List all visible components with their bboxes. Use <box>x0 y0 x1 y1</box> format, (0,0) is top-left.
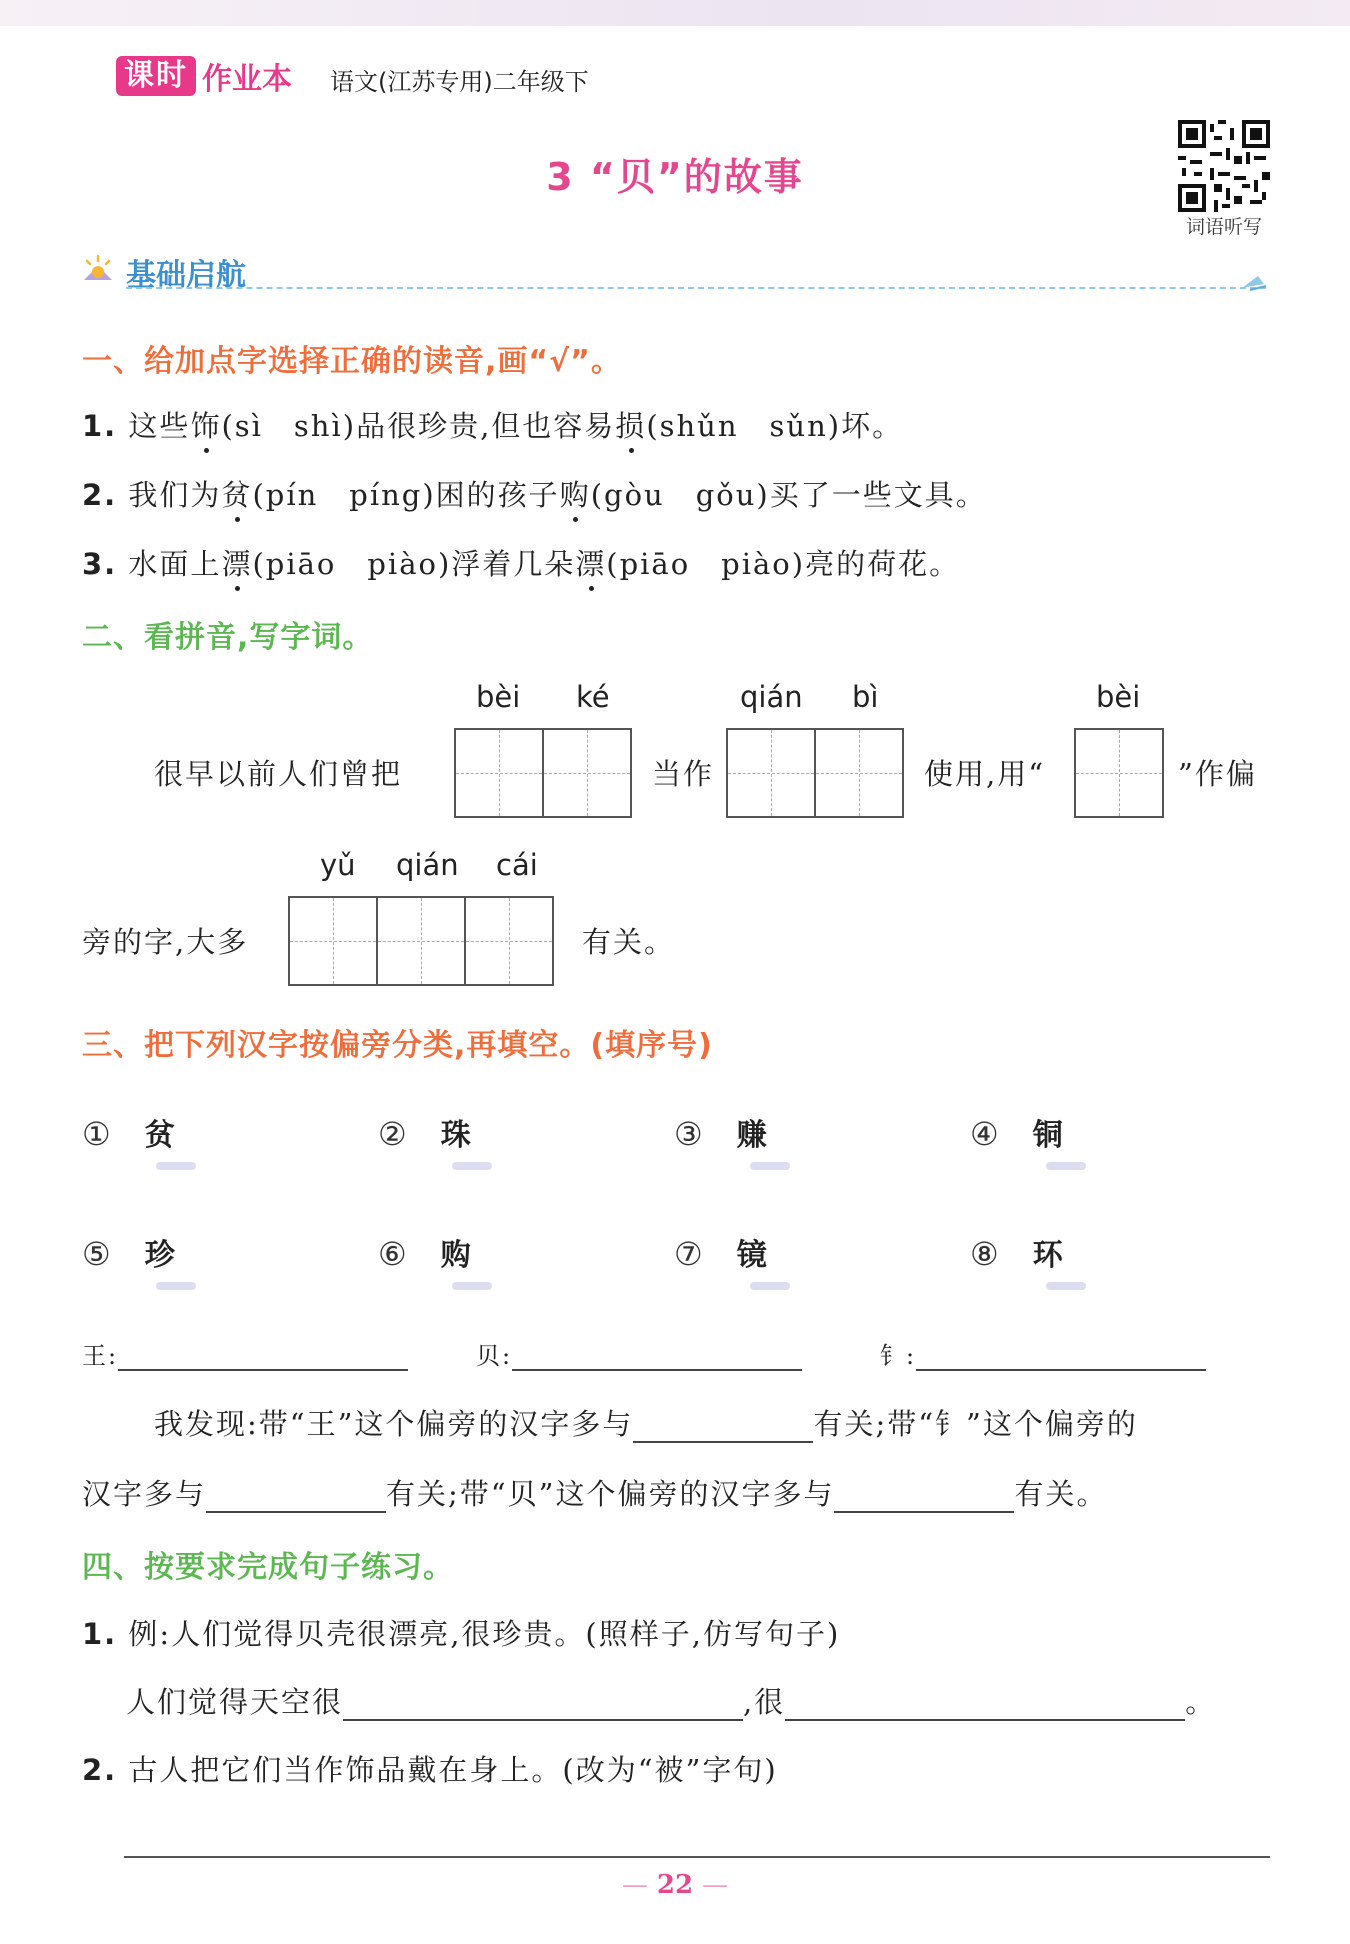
page-number: — 22 — <box>621 1870 729 1900</box>
q1-text: 水面上 <box>128 547 222 581</box>
fill-text: ,很 <box>743 1685 786 1719</box>
q1-text: (piāo piào)浮着几朵 <box>252 547 576 581</box>
writing-box[interactable] <box>288 896 378 986</box>
writing-grid-beike[interactable] <box>456 728 632 818</box>
item-mark: ③ <box>674 1115 703 1153</box>
char-item <box>674 1230 767 1274</box>
qr-code-icon[interactable] <box>1178 120 1270 212</box>
pinyin-label: qián <box>396 848 459 882</box>
char-item <box>82 1110 175 1154</box>
item-mark: ⑦ <box>674 1235 703 1273</box>
q1-item-number: 2. <box>82 478 118 512</box>
pinyin-label: qián <box>740 680 803 714</box>
answer-blank[interactable] <box>633 1441 813 1443</box>
ink-mark <box>1046 1162 1086 1170</box>
answer-blank[interactable] <box>118 1369 408 1371</box>
subject-label: 语文(江苏专用)二年级下 <box>330 68 589 96</box>
item-char: 珍 <box>144 1238 175 1273</box>
q1-item-2 <box>82 473 987 514</box>
q1-item-number: 3. <box>82 547 118 581</box>
q4-item-1 <box>82 1612 840 1653</box>
q1-text: 这些 <box>128 409 191 443</box>
q1-text: (gòu gǒu)买了一些文具。 <box>590 478 987 512</box>
item-mark: ② <box>378 1115 407 1153</box>
q3-heading: 三、把下列汉字按偏旁分类,再填空。(填序号) <box>82 1028 713 1063</box>
q1-item-number: 1. <box>82 409 118 443</box>
discover-text: 有关;带“钅”这个偏旁的 <box>813 1407 1138 1441</box>
discover-text: 有关;带“贝”这个偏旁的汉字多与 <box>386 1477 835 1511</box>
q2-text: 旁的字,大多 <box>82 925 249 959</box>
ink-mark <box>750 1282 790 1290</box>
ink-mark <box>156 1162 196 1170</box>
dotted-char: 漂 <box>575 547 607 581</box>
pinyin-label: yǔ <box>320 848 356 882</box>
q1-item-3 <box>82 542 960 583</box>
q4-item-number: 2. <box>82 1753 118 1787</box>
q4-item-2 <box>82 1748 778 1789</box>
page-number-value: 22 <box>656 1870 694 1900</box>
q4-item-1-fill <box>126 1680 1216 1721</box>
q1-text: (pín píng)困的孩子 <box>252 478 560 512</box>
q1-item-1 <box>82 404 903 445</box>
q4-item-text: 古人把它们当作饰品戴在身上。(改为“被”字句) <box>128 1753 778 1787</box>
header-strip <box>0 0 1350 26</box>
brand-text: 作业本 <box>202 62 292 97</box>
writing-box[interactable] <box>542 728 632 818</box>
writing-box[interactable] <box>464 896 554 986</box>
category-bei <box>476 1336 802 1371</box>
char-item <box>970 1110 1063 1154</box>
dotted-char: 饰 <box>190 409 222 443</box>
pinyin-label: ké <box>576 680 610 714</box>
lesson-title: 3 “贝”的故事 <box>546 155 804 199</box>
item-mark: ⑤ <box>82 1235 111 1273</box>
item-mark: ⑧ <box>970 1235 999 1273</box>
q2-text: 使用,用“ <box>924 757 1046 791</box>
dotted-char: 损 <box>615 409 647 443</box>
qr-caption: 词语听写 <box>1185 216 1262 238</box>
ink-mark <box>1046 1282 1086 1290</box>
fill-text: 人们觉得天空很 <box>126 1685 344 1719</box>
item-char: 赚 <box>736 1118 767 1153</box>
pinyin-label: bì <box>852 680 879 714</box>
q2-text: 很早以前人们曾把 <box>154 757 403 791</box>
q4-item-number: 1. <box>82 1617 118 1651</box>
writing-grid-bei[interactable] <box>1076 728 1164 818</box>
sunrise-icon <box>80 254 116 286</box>
discover-text: 汉字多与 <box>82 1477 207 1511</box>
item-mark: ④ <box>970 1115 999 1153</box>
writing-box[interactable] <box>814 728 904 818</box>
writing-box[interactable] <box>1074 728 1164 818</box>
q4-item-text: 例:人们觉得贝壳很漂亮,很珍贵。(照样子,仿写句子) <box>128 1617 841 1651</box>
ink-mark <box>750 1162 790 1170</box>
answer-line[interactable] <box>124 1856 1270 1858</box>
writing-box[interactable] <box>726 728 816 818</box>
arrow-decoration-icon <box>1240 270 1270 292</box>
answer-blank[interactable] <box>512 1369 802 1371</box>
q4-heading: 四、按要求完成句子练习。 <box>82 1550 454 1585</box>
item-char: 镜 <box>736 1238 767 1273</box>
category-label: 贝: <box>476 1342 513 1370</box>
category-label: 王: <box>82 1342 119 1370</box>
item-char: 环 <box>1032 1238 1063 1273</box>
category-wang <box>82 1336 408 1371</box>
discover-text: 有关。 <box>1014 1477 1108 1511</box>
q2-text: 当作 <box>652 757 715 791</box>
item-char: 铜 <box>1032 1118 1063 1153</box>
dotted-char: 购 <box>559 478 591 512</box>
writing-box[interactable] <box>454 728 544 818</box>
category-jin <box>880 1336 1206 1371</box>
writing-box[interactable] <box>376 896 466 986</box>
writing-grid-qianbi[interactable] <box>728 728 904 818</box>
ink-mark <box>156 1282 196 1290</box>
char-item <box>378 1110 471 1154</box>
q2-text: 有关。 <box>582 925 676 959</box>
writing-grid-yuqiancai[interactable] <box>290 896 554 986</box>
char-item <box>378 1230 471 1274</box>
dotted-char: 贫 <box>221 478 253 512</box>
item-mark: ⑥ <box>378 1235 407 1273</box>
item-char: 珠 <box>440 1118 471 1153</box>
answer-blank[interactable] <box>785 1719 1185 1721</box>
item-mark: ① <box>82 1115 111 1153</box>
pinyin-label: cái <box>496 848 538 882</box>
discover-text: 我发现:带“王”这个偏旁的汉字多与 <box>154 1407 634 1441</box>
answer-blank[interactable] <box>206 1511 386 1513</box>
q1-text: 我们为 <box>128 478 222 512</box>
q1-text: (piāo piào)亮的荷花。 <box>606 547 961 581</box>
dotted-char: 漂 <box>221 547 253 581</box>
char-item <box>970 1230 1063 1274</box>
brand-badge: 课时 <box>116 56 196 96</box>
q1-text: (shǔn sǔn)坏。 <box>646 409 904 443</box>
item-char: 购 <box>440 1238 471 1273</box>
brand-logo <box>116 56 292 96</box>
fill-text: 。 <box>1185 1685 1217 1719</box>
item-char: 贫 <box>144 1118 175 1153</box>
ink-mark <box>452 1162 492 1170</box>
category-label: 钅: <box>880 1342 917 1370</box>
section-title: 基础启航 <box>126 258 246 293</box>
q2-heading: 二、看拼音,写字词。 <box>82 620 374 655</box>
q2-text: ”作偏 <box>1178 757 1257 791</box>
q1-heading: 一、给加点字选择正确的读音,画“√”。 <box>82 344 622 379</box>
answer-blank[interactable] <box>834 1511 1014 1513</box>
answer-blank[interactable] <box>343 1719 743 1721</box>
discover-line-2 <box>82 1472 1107 1513</box>
ink-mark <box>452 1282 492 1290</box>
answer-blank[interactable] <box>916 1369 1206 1371</box>
char-item <box>82 1230 175 1274</box>
section-divider <box>126 287 1266 289</box>
discover-line-1 <box>154 1402 1138 1443</box>
char-item <box>674 1110 767 1154</box>
pinyin-label: bèi <box>476 680 521 714</box>
q1-text: (sì shì)品很珍贵,但也容易 <box>221 409 616 443</box>
pinyin-label: bèi <box>1096 680 1141 714</box>
